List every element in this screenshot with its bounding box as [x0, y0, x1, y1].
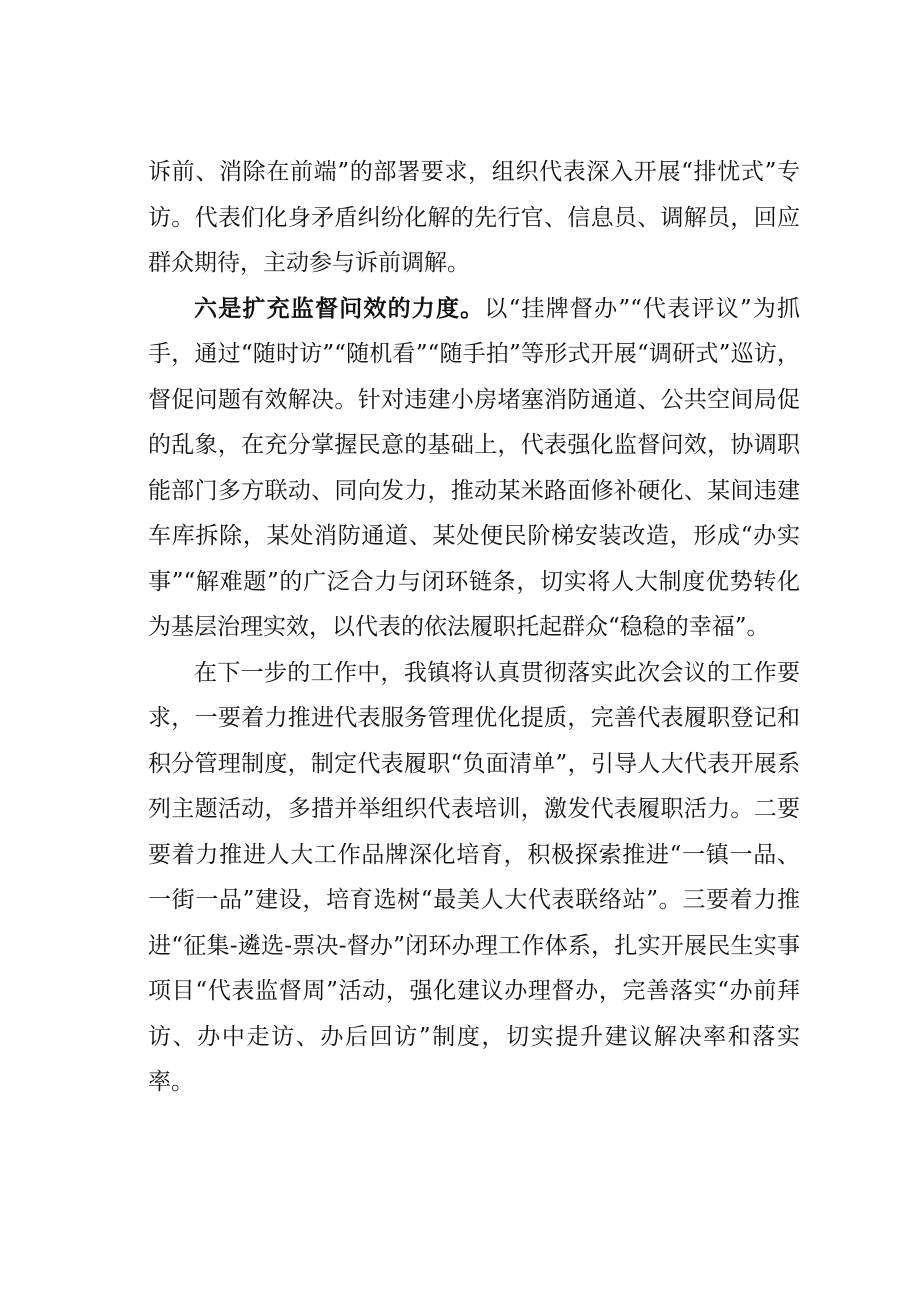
paragraph-next-steps — [148, 651, 800, 1106]
paragraph-continuation — [148, 150, 800, 287]
paragraph-text: 诉前、消除在前端”的部署要求，组织代表深入开展“排忧式”专访。代表们化身矛盾纠纷化解的先行官、信息员、调解员，回应群众期待，主动参与诉前调解。 — [148, 159, 800, 276]
document-body — [148, 150, 800, 1106]
paragraph-lead-heading: 六是扩充监督问效的力度。 — [194, 295, 485, 322]
paragraph-item-six — [148, 287, 800, 651]
paragraph-text: 以“挂牌督办”“代表评议”为抓手，通过“随时访”“随机看”“随手拍”等形式开展“调研式”巡访，督促问题有效解决。针对违建小房堵塞消防通道、公共空间局促的乱象，在充分掌握民意的基础上，代表强化监督问效，协调职能部门多方联动、同向发力，推动某米路面修补硬化、某间违建车库拆除，某处消防通道、某处便民阶梯安装改造，形成“办实事”“解难题”的广泛合力与闭环链条，切实将人大制度优势转化为基层治理实效，以代表的依法履职托起群众“稳稳的幸福”。 — [148, 295, 800, 640]
paragraph-text: 在下一步的工作中，我镇将认真贯彻落实此次会议的工作要求，一要着力推进代表服务管理优化提质，完善代表履职登记和积分管理制度，制定代表履职“负面清单”，引导人大代表开展系列主题活动，多措并举组织代表培训，激发代表履职活力。二要要着力推进人大工作品牌深化培育，积极探索推进“一镇一品、一街一品”建设，培育选树“最美人大代表联络站”。三要着力推进“征集-遴选-票决-督办”闭环办理工作体系，扎实开展民生实事项目“代表监督周”活动，强化建议办理督办，完善落实“办前拜访、办中走访、办后回访”制度，切实提升建议解决率和落实率。 — [148, 659, 800, 1095]
